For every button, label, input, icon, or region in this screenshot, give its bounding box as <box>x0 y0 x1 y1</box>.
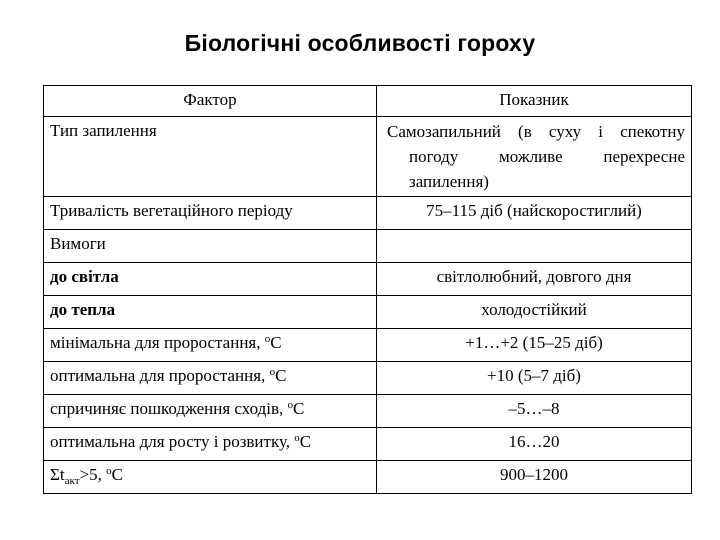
value-cell <box>377 230 692 263</box>
header-value: Показник <box>377 86 692 117</box>
table-row <box>44 263 692 296</box>
degree-mark: о <box>294 432 300 444</box>
factor-cell <box>44 362 377 395</box>
biology-table <box>43 85 692 494</box>
degree-mark: о <box>287 399 294 411</box>
table-header-row <box>44 86 692 117</box>
unit-text: С <box>299 432 312 451</box>
unit-text: С <box>275 366 287 385</box>
factor-cell: до світла <box>44 263 377 296</box>
unit-text: С <box>111 465 123 484</box>
unit-text: С <box>293 399 305 418</box>
header-factor: Фактор <box>44 86 377 117</box>
value-cell: +10 (5–7 діб) <box>377 362 692 395</box>
degree-mark: о <box>106 465 112 477</box>
page-title: Біологічні особливості гороху <box>184 30 536 56</box>
table-row <box>44 329 692 362</box>
factor-cell: Вимоги <box>44 230 377 263</box>
table-row <box>44 296 692 329</box>
value-cell: 16…20 <box>377 428 692 461</box>
factor-text: оптимальна для росту і розвитку, <box>50 432 295 451</box>
value-cell: світлолюбний, довгого дня <box>377 263 692 296</box>
value-cell: Самозапильний (в суху і спекотну погоду можливе перехресне запилення) <box>377 117 692 197</box>
table-row <box>44 197 692 230</box>
factor-text: >5, <box>79 465 107 484</box>
table-row <box>44 428 692 461</box>
factor-cell: Тривалість вегетаційного періоду <box>44 197 377 230</box>
factor-cell: до тепла <box>44 296 377 329</box>
degree-mark: о <box>264 333 271 345</box>
table-row <box>44 230 692 263</box>
degree-mark: о <box>269 366 276 378</box>
factor-cell <box>44 329 377 362</box>
factor-text: мінімальна для проростання, <box>50 333 265 352</box>
factor-cell <box>44 395 377 428</box>
factor-cell <box>44 428 377 461</box>
subscript-text: акт <box>64 475 80 487</box>
table-row <box>44 395 692 428</box>
table-row <box>44 117 692 197</box>
value-cell: холодостійкий <box>377 296 692 329</box>
unit-text: С <box>270 333 282 352</box>
factor-cell <box>44 461 377 494</box>
value-cell: +1…+2 (15–25 діб) <box>377 329 692 362</box>
value-cell: –5…–8 <box>377 395 692 428</box>
value-cell: 900–1200 <box>377 461 692 494</box>
table-row <box>44 362 692 395</box>
factor-cell: Тип запилення <box>44 117 377 197</box>
factor-text: спричиняє пошкодження сходів, <box>50 399 288 418</box>
value-cell: 75–115 діб (найскоростиглий) <box>377 197 692 230</box>
table-row <box>44 461 692 494</box>
factor-text: Σt <box>50 465 65 484</box>
factor-text: оптимальна для проростання, <box>50 366 270 385</box>
